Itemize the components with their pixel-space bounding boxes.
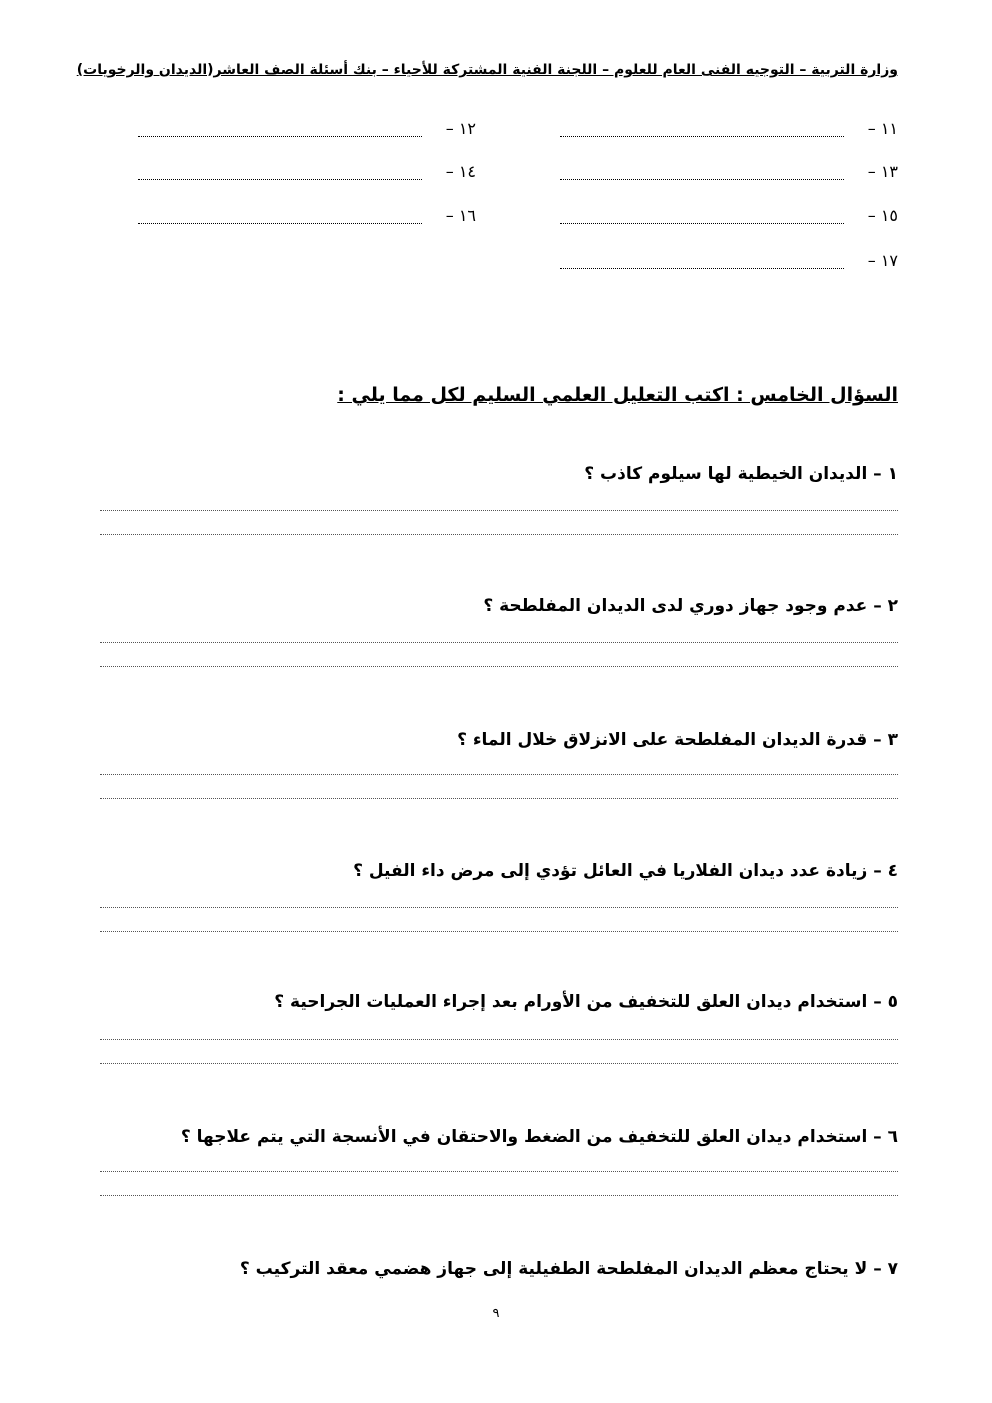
- answer-line[interactable]: [100, 774, 898, 775]
- blank-number: ١٦ –: [445, 205, 476, 225]
- answer-line[interactable]: [100, 1171, 898, 1172]
- question-7: [100, 1255, 898, 1285]
- answer-line[interactable]: [100, 1195, 898, 1196]
- question-5: [100, 988, 898, 1068]
- question-2: [100, 592, 898, 672]
- answer-blank[interactable]: [138, 211, 422, 224]
- blank-number: ١٧ –: [867, 250, 898, 270]
- answer-blank[interactable]: [138, 167, 422, 180]
- blank-number: ١٤ –: [445, 161, 476, 181]
- answer-line[interactable]: [100, 510, 898, 511]
- section-title: السؤال الخامس : اكتب التعليل العلمي السليم لكل مما يلي :: [337, 384, 898, 406]
- question-4: [100, 857, 898, 937]
- question-3: [100, 726, 898, 806]
- question-text: ٤ – زيادة عدد ديدان الفلاريا في العائل تؤدي إلى مرض داء الفيل ؟: [353, 861, 898, 881]
- page-header: وزارة التربية – التوجيه الفنى العام للعلوم – اللجنة الفنية المشتركة للأحياء – بنك أسئلة الصف العاشر(الديدان والرخويات): [76, 62, 898, 78]
- answer-line[interactable]: [100, 907, 898, 908]
- question-text: ٦ – استخدام ديدان العلق للتخفيف من الضغط والاحتقان في الأنسجة التي يتم علاجها ؟: [180, 1127, 898, 1147]
- blank-item-17: [560, 247, 898, 273]
- question-text: ٥ – استخدام ديدان العلق للتخفيف من الأورام بعد إجراء العمليات الجراحية ؟: [274, 992, 898, 1012]
- blank-number: ١٣ –: [867, 161, 898, 181]
- question-text: ٣ – قدرة الديدان المفلطحة على الانزلاق خلال الماء ؟: [457, 730, 898, 750]
- question-1: [100, 460, 898, 540]
- blank-number: ١٥ –: [867, 205, 898, 225]
- answer-line[interactable]: [100, 931, 898, 932]
- blank-item-16: [138, 202, 476, 228]
- answer-blank[interactable]: [560, 211, 844, 224]
- answer-line[interactable]: [100, 1063, 898, 1064]
- blank-number: ١٢ –: [445, 118, 476, 138]
- blank-number: ١١ –: [867, 118, 898, 138]
- blank-item-15: [560, 202, 898, 228]
- blank-item-14: [138, 158, 476, 184]
- answer-blank[interactable]: [560, 167, 844, 180]
- answer-line[interactable]: [100, 666, 898, 667]
- answer-line[interactable]: [100, 798, 898, 799]
- answer-line[interactable]: [100, 642, 898, 643]
- question-text: ١ – الديدان الخيطية لها سيلوم كاذب ؟: [584, 464, 898, 484]
- blank-item-11: [560, 115, 898, 141]
- question-text: ٢ – عدم وجود جهاز دوري لدى الديدان المفلطحة ؟: [483, 596, 898, 616]
- answer-blank[interactable]: [560, 124, 844, 137]
- question-text: ٧ – لا يحتاج معظم الديدان المفلطحة الطفيلية إلى جهاز هضمي معقد التركيب ؟: [239, 1259, 898, 1279]
- answer-line[interactable]: [100, 534, 898, 535]
- blank-item-13: [560, 158, 898, 184]
- page-number: ٩: [492, 1306, 500, 1321]
- answer-blank[interactable]: [138, 124, 422, 137]
- question-6: [100, 1123, 898, 1203]
- answer-line[interactable]: [100, 1039, 898, 1040]
- blank-item-12: [138, 115, 476, 141]
- answer-blank[interactable]: [560, 256, 844, 269]
